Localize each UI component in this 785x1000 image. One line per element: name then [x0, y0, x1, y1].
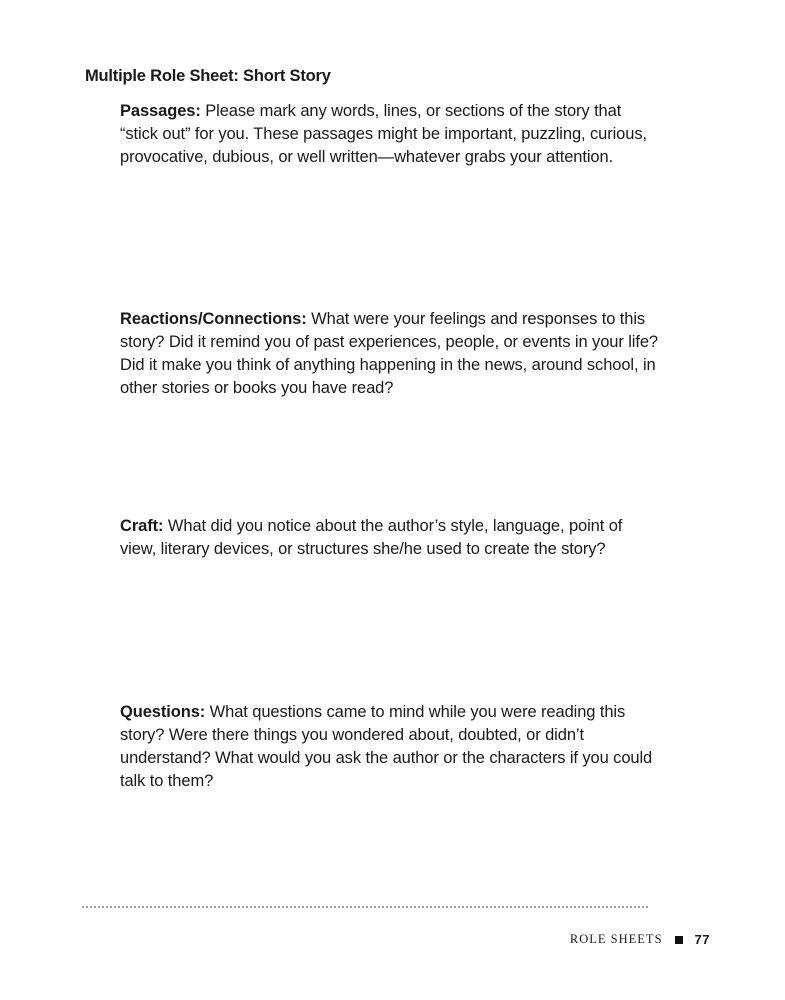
section-text-questions: What questions came to mind while you were reading this story? Were there things you wondered about, doubted, or didn’t understand? What would you ask the author or the characters if you could talk to them?: [120, 703, 653, 790]
section-label-questions: Questions:: [120, 703, 210, 721]
section-text-craft: What did you notice about the author’s style, language, point of view, literary devices, or structures she/he used to create the story?: [120, 517, 623, 558]
page-footer: [570, 932, 710, 947]
section-text-passages: Please mark any words, lines, or sections of the story that “stick out” for you. These passages might be important, puzzling, curious, provocative, dubious, or well written—whatever grabs your attention.: [120, 102, 647, 166]
section-questions: [120, 701, 660, 793]
page-number: 77: [694, 932, 710, 947]
section-craft: [120, 515, 660, 561]
footer-divider: [82, 906, 648, 908]
section-reactions-connections: [120, 308, 660, 400]
section-label-craft: Craft:: [120, 517, 168, 535]
page-title: Multiple Role Sheet: Short Story: [85, 67, 331, 85]
square-bullet-icon: [675, 936, 683, 944]
section-label-reactions-connections: Reactions/Connections:: [120, 310, 312, 328]
section-text-reactions-connections: What were your feelings and responses to this story? Did it remind you of past experiences, people, or events in your life? Did it make you think of anything happening in the news, around school, in other stories or books you have read?: [120, 310, 659, 397]
section-passages: [120, 100, 660, 169]
section-label-passages: Passages:: [120, 102, 206, 120]
running-head: ROLE SHEETS: [569, 932, 663, 946]
